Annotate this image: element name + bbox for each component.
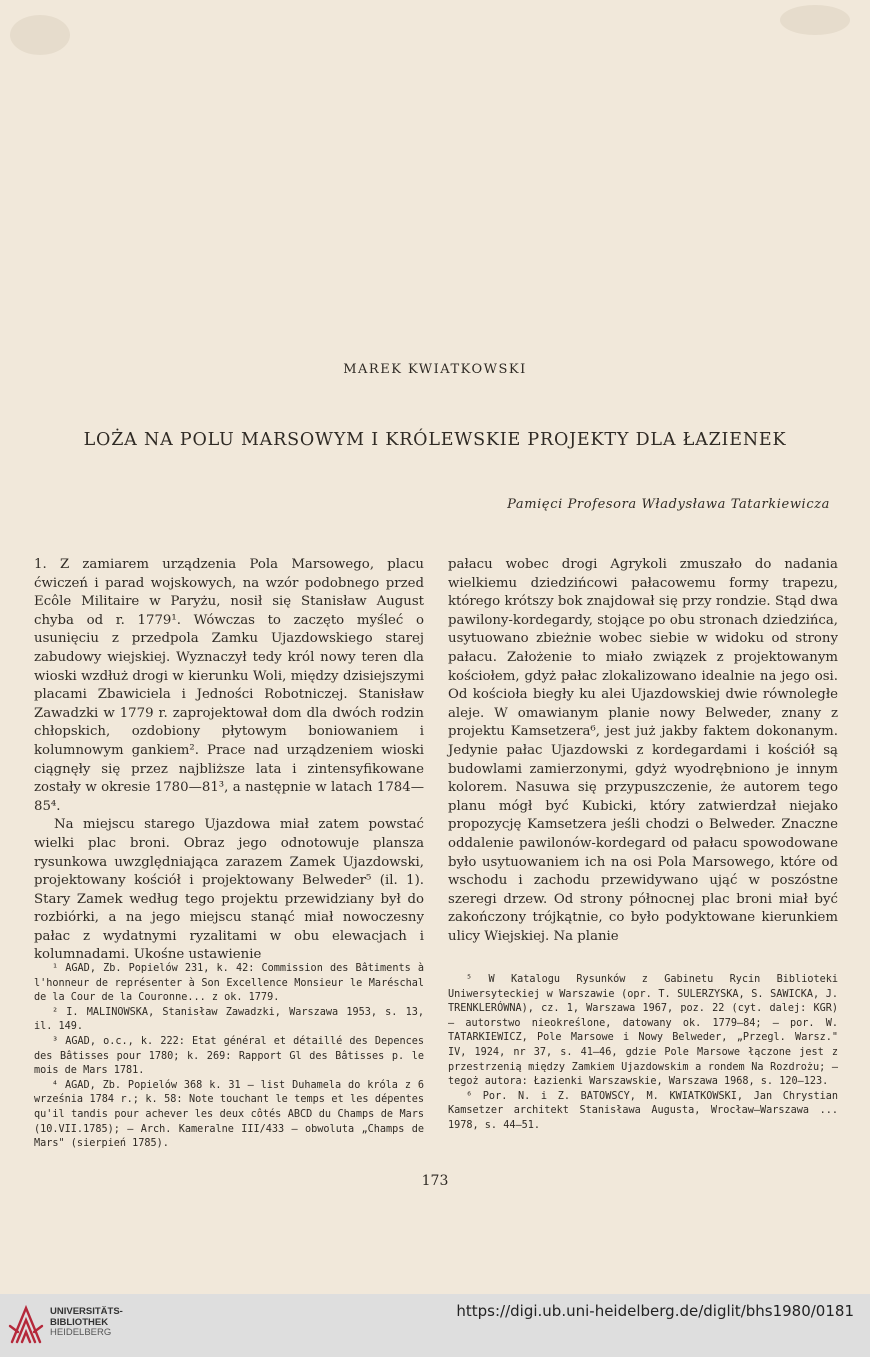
article-dedication: Pamięci Profesora Władysława Tatarkiewicza	[507, 497, 830, 512]
body-paragraph: 1. Z zamiarem urządzenia Pola Marsowego, placu ćwiczeń i parad wojskowych, na wzór podobnego przed Ecôle Militaire w Paryżu, nosił się Stanisław August chyba od r. 1779¹. Wówczas to zaczęto myśleć o usunięciu z przedpola Zamku Ujazdowskiego starej zabudowy wiejskiej. Wyznaczył tedy król nowy teren dla wioski wzdłuż drogi w kierunku Woli, między dzisiejszymi placami Zbawiciela i Jedności Robotniczej. Stanisław Zawadzki w 1779 r. zaprojektował dom dla dwóch rodzin chłopskich, ozdobiony płytowym boniowaniem i kolumnowym gankiem². Prace nad urządzeniem wioski ciągnęły się przez najbliższe lata i zintensyfikowane zostały w okresie 1780—81³, a następnie w latach 1784—85⁴.	[34, 557, 424, 814]
footnote: ⁴ AGAD, Zb. Popielów 368 k. 31 — list Duhamela do króla z 6 września 1784 r.; k. 58: Note touchant le temps et les dépentes qu'il tandis pour achever les deux côtés ABCD du Champs de Mars (10.VII.1785); — Arch. Kameralne III/433 — obwoluta „Champs de Mars" (sierpień 1785).	[34, 1079, 424, 1150]
body-column-right	[448, 556, 838, 946]
viewer-footer	[0, 1294, 870, 1357]
library-name-line: HEIDELBERG	[50, 1327, 112, 1338]
footnote: ³ AGAD, o.c., k. 222: Etat général et détaillé des Depences des Bâtisses pour 1780; k. 269: Rapport Gl des Bâtisses p. le mois de Mars 1781.	[34, 1035, 424, 1077]
footnotes-left	[34, 962, 424, 1152]
footnote: ⁶ Por. N. i Z. BATOWSCY, M. KWIATKOWSKI, Jan Chrystian Kamsetzer architekt Stanisława Augusta, Wrocław—Warszawa ... 1978, s. 44—51.	[448, 1090, 838, 1131]
article-author: MAREK KWIATKOWSKI	[343, 362, 527, 377]
footnote: ² I. MALINOWSKA, Stanisław Zawadzki, Warszawa 1953, s. 13, il. 149.	[34, 1006, 424, 1033]
body-paragraph: pałacu wobec drogi Agrykoli zmuszało do nadania wielkiemu dziedzińcowi pałacowemu formy trapezu, którego krótszy bok znajdował się przy rondzie. Stąd dwa pawilony-kordegardy, stojące po obu stronach dziedzińca, usytuowano zbieżnie wobec siebie w widoku od strony pałacu. Założenie to miało związek z projektowanym kościołem, gdyż pałac zlokalizowano idealnie na jego osi. Od kościoła biegły ku alei Ujazdowskiej dwie równoległe aleje. W omawianym planie nowy Belweder, znany z projektu Kamsetzera⁶, jest już jakby faktem dokonanym. Jedynie pałac Ujazdowski z kordegardami i kościół są budowlami zamierzonymi, gdyż wyodrębniono je innym kolorem. Nasuwa się przypuszczenie, że autorem tego planu mógł być Kubicki, który zatwierdzał niejako propozycję Kamsetzera jeśli chodzi o Belweder. Znaczne oddalenie pawilonów-kordegard od pałacu spowodowane było usytuowaniem ich na osi Pola Marsowego, które od wschodu i zachodu przewidywano ująć w poszóstne szeregi drzew. Od strony północnej plac broni miał być zakończony trójkątnie, co było podyktowane kierunkiem ulicy Wiejskiej. Na planie	[448, 557, 838, 944]
body-column-left	[34, 556, 424, 965]
footnote: ¹ AGAD, Zb. Popielów 231, k. 42: Commission des Bâtiments à l'honneur de représenter à Son Excellence Monsieur le Maréschal de la Cour de la Couronne... z ok. 1779.	[34, 963, 424, 1004]
library-name-line: BIBLIOTHEK	[50, 1316, 109, 1328]
library-name	[50, 1307, 123, 1339]
permalink-url[interactable]: https://digi.ub.uni-heidelberg.de/diglit/bhs1980/0181	[456, 1302, 854, 1320]
university-library-logo-icon[interactable]	[8, 1302, 44, 1346]
page-number: 173	[421, 1173, 449, 1189]
article-title: LOŻA NA POLU MARSOWYM I KRÓLEWSKIE PROJEKTY DLA ŁAZIENEK	[83, 430, 787, 450]
body-paragraph: Na miejscu starego Ujazdowa miał zatem powstać wielki plac broni. Obraz jego odnotowuje plansza rysunkowa uwzględniająca zarazem Zamek Ujazdowski, projektowany kościół i projektowany Belweder⁵ (il. 1). Stary Zamek według tego projektu przewidziany był do rozbiórki, a na jego miejscu stanąć miał nowoczesny pałac z wydatnymi ryzalitami w obu elewacjach i kolumnadami. Ukośne ustawienie	[34, 817, 424, 963]
library-name-line: UNIVERSITÄTS-	[50, 1306, 123, 1317]
footnotes-right	[448, 973, 838, 1134]
footnote: ⁵ W Katalogu Rysunków z Gabinetu Rycin Biblioteki Uniwersyteckiej w Warszawie (opr. T. SULERZYSKA, S. SAWICKA, J. TRENKLERÓWNA), cz. 1, Warszawa 1967, poz. 22 (cyt. dalej: KGR) — autorstwo nieokreślone, datowany ok. 1779—84; — por. W. TATARKIEWICZ, Pole Marsowe i Nowy Belweder, „Przegl. Warsz." IV, 1924, nr 37, s. 41—46, gdzie Pole Marsowe łączone jest z przestrzenią między Zamkiem Ujazdowskim a rondem Na Rozdrożu; — tegoż autora: Łazienki Warszawskie, Warszawa 1968, s. 120—123.	[448, 974, 838, 1088]
paper-stain	[10, 15, 70, 55]
paper-stain	[780, 5, 850, 35]
